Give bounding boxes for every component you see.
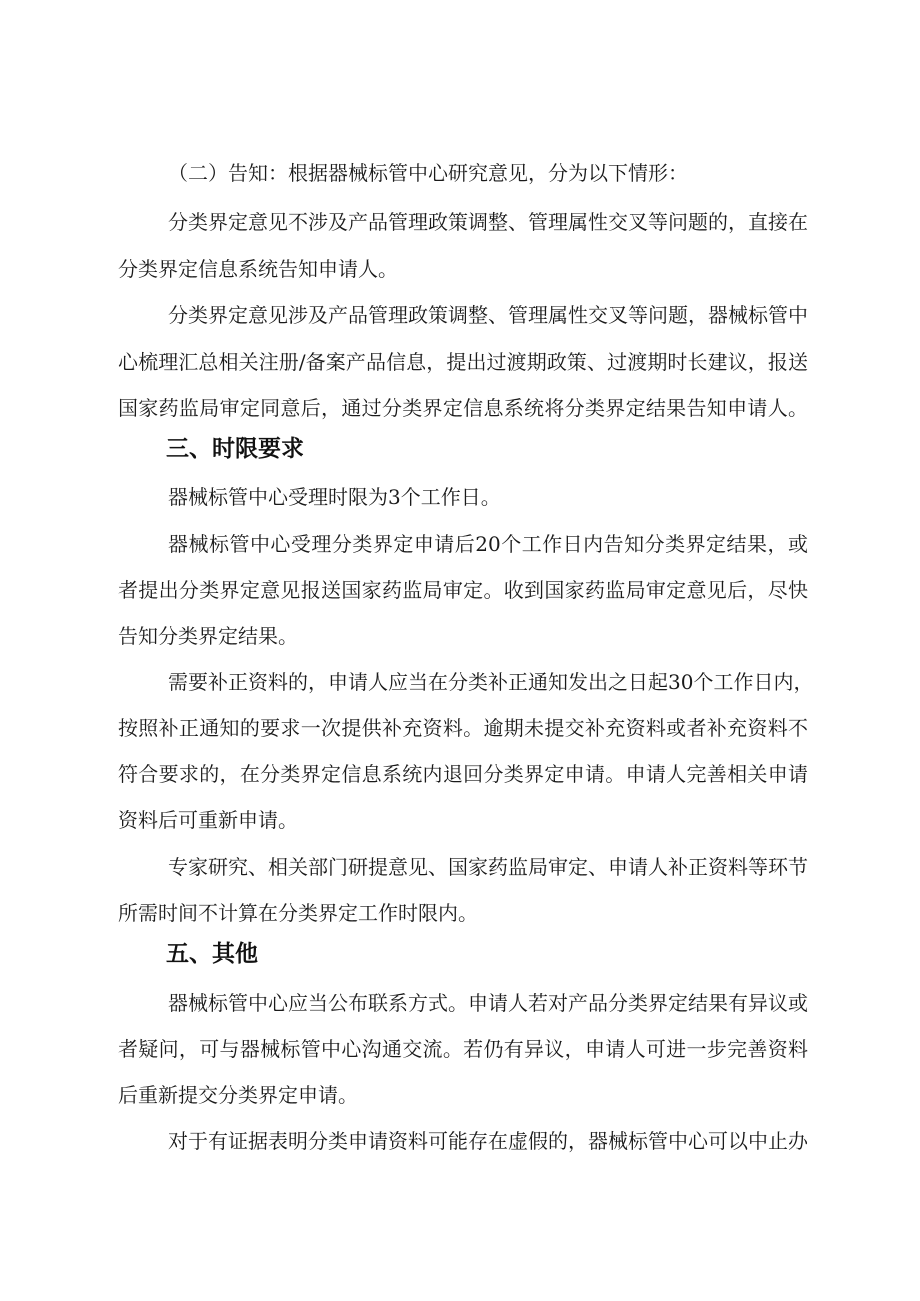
section-heading-time-limits: 三、时限要求 (166, 436, 304, 462)
paragraph-line: 国家药监局审定同意后，通过分类界定信息系统将分类界定结果告知申请人。 (118, 396, 808, 420)
section-heading-other: 五、其他 (166, 941, 258, 967)
paragraph-line: 后重新提交分类界定申请。 (118, 1083, 358, 1107)
paragraph-line: 分类界定意见不涉及产品管理政策调整、管理属性交叉等问题的，直接在 (168, 210, 808, 234)
paragraph-line: 分类界定信息系统告知申请人。 (118, 257, 398, 281)
paragraph-line: 资料后可重新申请。 (118, 808, 298, 832)
paragraph-line: 符合要求的，在分类界定信息系统内退回分类界定申请。申请人完善相关申请 (118, 762, 808, 786)
paragraph-line: （二）告知：根据器械标管中心研究意见，分为以下情形： (168, 161, 688, 185)
paragraph-line: 告知分类界定结果。 (118, 624, 298, 648)
paragraph-line: 分类界定意见涉及产品管理政策调整、管理属性交叉等问题，器械标管中 (168, 303, 808, 327)
paragraph-line: 需要补正资料的，申请人应当在分类补正通知发出之日起30个工作日内， (168, 670, 814, 694)
paragraph-line: 器械标管中心受理分类界定申请后20个工作日内告知分类界定结果，或 (168, 532, 808, 556)
paragraph-line: 器械标管中心受理时限为3个工作日。 (168, 485, 501, 509)
paragraph-line: 者提出分类界定意见报送国家药监局审定。收到国家药监局审定意见后，尽快 (118, 578, 808, 602)
paragraph-line: 器械标管中心应当公布联系方式。申请人若对产品分类界定结果有异议或 (168, 991, 808, 1015)
paragraph-line: 者疑问，可与器械标管中心沟通交流。若仍有异议，申请人可进一步完善资料 (118, 1037, 808, 1061)
paragraph-line: 心梳理汇总相关注册/备案产品信息，提出过渡期政策、过渡期时长建议，报送 (118, 350, 808, 374)
paragraph-line: 专家研究、相关部门研提意见、国家药监局审定、申请人补正资料等环节 (168, 855, 808, 879)
paragraph-line: 按照补正通知的要求一次提供补充资料。逾期未提交补充资料或者补充资料不 (118, 716, 808, 740)
paragraph-line: 对于有证据表明分类申请资料可能存在虚假的，器械标管中心可以中止办 (168, 1129, 808, 1153)
paragraph-line: 所需时间不计算在分类界定工作时限内。 (118, 901, 478, 925)
